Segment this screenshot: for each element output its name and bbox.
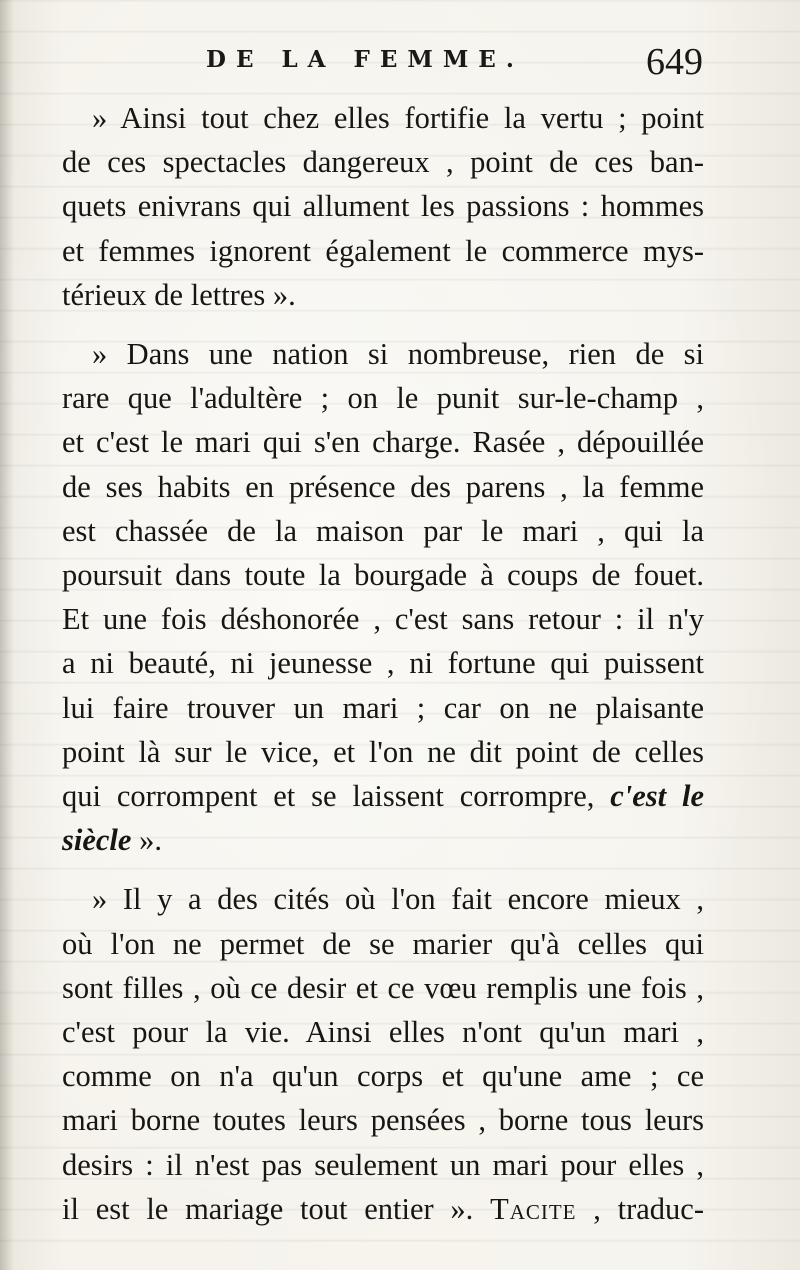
text-line xyxy=(62,1187,704,1231)
text-run: ». xyxy=(131,823,162,858)
text-line: sont filles , où ce desir et ce vœu remplis une fois , xyxy=(62,970,704,1005)
text-run: il est le mariage tout entier ». xyxy=(62,1191,474,1226)
text-line: est chassée de la maison par le mari , qui la xyxy=(62,513,704,548)
text-line: où l'on ne permet de se marier qu'à celles qui xyxy=(62,926,704,961)
text-run: , traduc- xyxy=(576,1191,704,1226)
text-line: rare que l'adultère ; on le punit sur-le-champ , xyxy=(62,381,704,416)
body-text xyxy=(62,96,704,1231)
text-line xyxy=(62,774,704,818)
text-line: lui faire trouver un mari ; car on ne plaisante xyxy=(62,690,704,725)
text-line: quets enivrans qui allument les passions : hommes xyxy=(62,189,704,224)
text-line: » Il y a des cités où l'on fait encore mieux , xyxy=(92,882,704,917)
italic-quote: c'est le xyxy=(610,779,705,814)
text-line: de ces spectacles dangereux , point de ces ban- xyxy=(62,145,704,180)
running-title: DE LA FEMME. xyxy=(206,46,524,73)
text-line: Et une fois déshonorée , c'est sans retour : il n'y xyxy=(62,602,704,637)
text-line: desirs : il n'est pas seulement un mari pour elles , xyxy=(62,1147,704,1182)
italic-quote: siècle xyxy=(62,823,132,858)
page-gutter-shadow xyxy=(0,0,14,1270)
paragraph-1 xyxy=(62,96,704,317)
text-run: qui corrompent et se laissent corrompre, xyxy=(62,779,595,814)
text-line: » Ainsi tout chez elles fortifie la vertu ; point xyxy=(92,101,704,135)
text-line: et c'est le mari qui s'en charge. Rasée , dépouillée xyxy=(62,425,704,460)
text-line: mari borne toutes leurs pensées , borne tous leurs xyxy=(62,1103,704,1138)
page-number: 649 xyxy=(646,41,703,83)
text-line: » Dans une nation si nombreuse, rien de si xyxy=(92,337,704,372)
text-line xyxy=(62,818,704,862)
text-line: de ses habits en présence des parens , la femme xyxy=(62,469,704,504)
text-line: comme on n'a qu'un corps et qu'une ame ; ce xyxy=(62,1059,704,1094)
text-line: et femmes ignorent également le commerce mys- xyxy=(62,233,704,268)
page-header xyxy=(130,41,710,86)
paragraph-3 xyxy=(62,877,704,1231)
text-line: poursuit dans toute la bourgade à coups de fouet. xyxy=(62,558,704,593)
text-line: point là sur le vice, et l'on ne dit point de celles xyxy=(62,734,704,769)
author-name: Tacite xyxy=(490,1191,577,1226)
paragraph-2 xyxy=(62,332,704,862)
text-line: térieux de lettres ». xyxy=(62,277,296,312)
text-line: a ni beauté, ni jeunesse , ni fortune qui puissent xyxy=(62,646,704,681)
text-line: c'est pour la vie. Ainsi elles n'ont qu'un mari , xyxy=(62,1015,704,1050)
